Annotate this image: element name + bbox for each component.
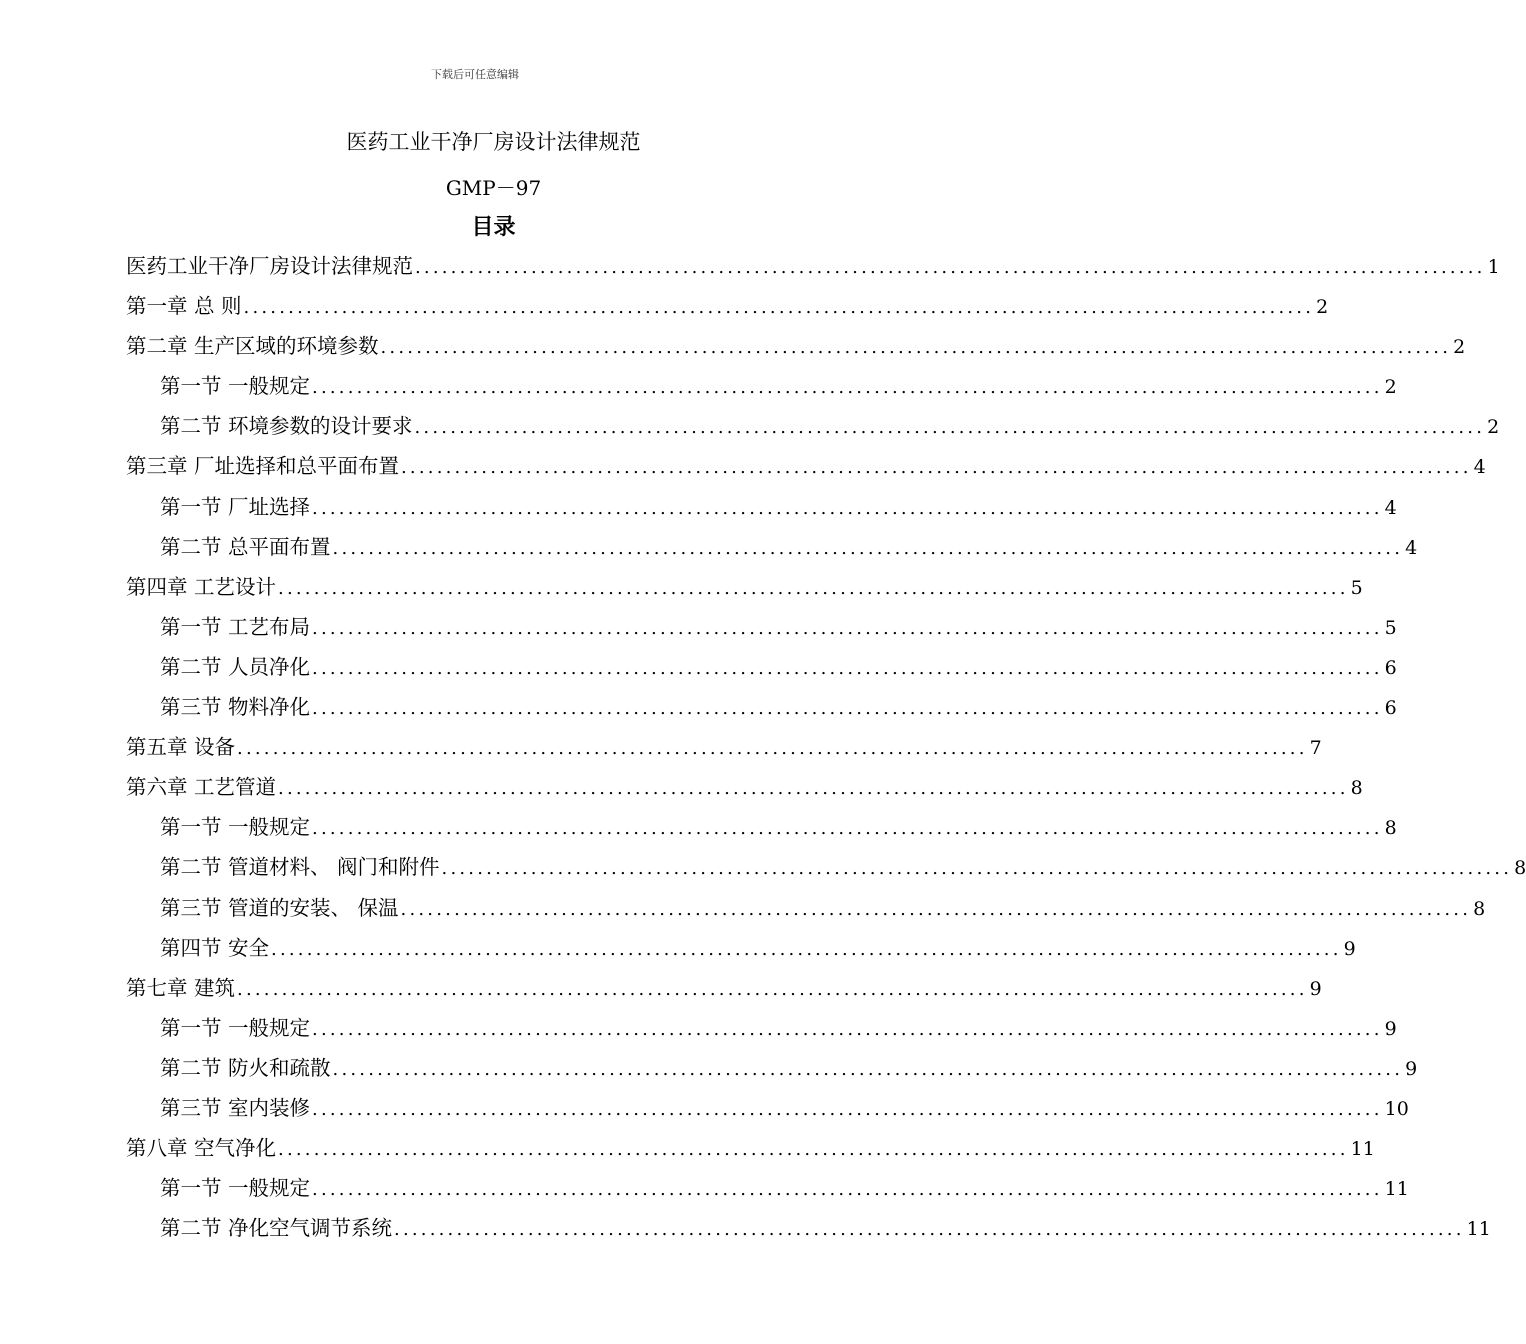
toc-entry-label: 第三节 管道的安装、 保温 xyxy=(160,895,399,920)
toc-entry-label: 第三节 物料净化 xyxy=(160,695,311,720)
toc-entry-page: 5 xyxy=(1350,576,1363,599)
toc-dot-leader: ........................................................................................................................ xyxy=(237,978,1308,1000)
toc-dot-leader: ........................................................................................................................ xyxy=(332,1058,1404,1080)
page-header-note: 下载后可任意编辑 xyxy=(431,68,519,81)
toc-entry[interactable] xyxy=(126,446,1486,486)
toc-entry-label: 第一节 一般规定 xyxy=(160,1015,311,1040)
toc-heading: 目录 xyxy=(471,215,516,240)
toc-entry[interactable] xyxy=(126,326,1466,366)
toc-dot-leader: ........................................................................................................................ xyxy=(312,1179,1383,1201)
toc-entry-page: 7 xyxy=(1309,737,1322,760)
toc-dot-leader: ........................................................................................................................ xyxy=(312,617,1383,639)
toc-entry[interactable] xyxy=(126,567,1363,607)
toc-entry-label: 第七章 建筑 xyxy=(126,975,236,1000)
toc-entry-page: 8 xyxy=(1473,897,1486,920)
toc-dot-leader: ........................................................................................................................ xyxy=(380,337,1452,359)
toc-dot-leader: ........................................................................................................................ xyxy=(332,537,1404,559)
document-title: 医药工业干净厂房设计法律规范 xyxy=(346,130,641,154)
toc-dot-leader: ........................................................................................................................ xyxy=(401,457,1472,479)
toc-entry[interactable] xyxy=(126,1208,1491,1248)
toc-dot-leader: ........................................................................................................................ xyxy=(312,497,1383,519)
toc-entry-page: 8 xyxy=(1384,817,1397,840)
toc-entry-label: 第一节 一般规定 xyxy=(160,1176,311,1201)
toc-entry-page: 8 xyxy=(1514,857,1526,880)
toc-dot-leader: ........................................................................................................................ xyxy=(278,1139,1349,1161)
toc-dot-leader: ........................................................................................................................ xyxy=(415,257,1486,278)
toc-dot-leader: ........................................................................................................................ xyxy=(237,738,1308,760)
toc-entry[interactable] xyxy=(126,647,1397,687)
toc-entry[interactable] xyxy=(126,1088,1409,1128)
toc-entry[interactable] xyxy=(126,727,1322,767)
toc-entry-page: 9 xyxy=(1384,1017,1397,1040)
toc-dot-leader: ........................................................................................................................ xyxy=(414,417,1486,439)
toc-entry[interactable] xyxy=(126,1168,1409,1208)
toc-entry-label: 第三节 室内装修 xyxy=(160,1095,311,1120)
toc-entry-page: 5 xyxy=(1384,616,1397,639)
toc-dot-leader: ........................................................................................................................ xyxy=(278,778,1349,800)
toc-dot-leader: ........................................................................................................................ xyxy=(400,898,1472,920)
toc-entry[interactable] xyxy=(126,1128,1375,1168)
toc-entry[interactable] xyxy=(126,807,1397,847)
toc-entry[interactable] xyxy=(126,968,1322,1008)
toc-entry[interactable] xyxy=(126,1008,1397,1048)
toc-entry-page: 6 xyxy=(1384,697,1397,720)
toc-entry-label: 第二节 环境参数的设计要求 xyxy=(160,414,413,439)
toc-entry-label: 第一节 工艺布局 xyxy=(160,614,311,639)
toc-entry-page: 11 xyxy=(1466,1218,1491,1241)
toc-entry-label: 第二节 总平面布置 xyxy=(160,534,331,559)
toc-dot-leader: ........................................................................................................................ xyxy=(271,938,1342,960)
toc-dot-leader: ........................................................................................................................ xyxy=(312,1098,1383,1120)
toc-entry-label: 第一节 一般规定 xyxy=(160,374,311,399)
toc-entry-page: 4 xyxy=(1405,536,1418,559)
toc-dot-leader: ........................................................................................................................ xyxy=(312,818,1383,840)
toc-entry-label: 第一节 一般规定 xyxy=(160,815,311,840)
toc-entry-label: 第二节 防火和疏散 xyxy=(160,1055,331,1080)
toc-entry[interactable] xyxy=(126,607,1397,647)
toc-dot-leader: ........................................................................................................................ xyxy=(312,1018,1383,1040)
toc-entry-label: 第四章 工艺设计 xyxy=(126,574,277,599)
toc-entry-label: 第四节 安全 xyxy=(160,935,270,960)
toc-entry-page: 9 xyxy=(1309,977,1322,1000)
toc-entry-page: 6 xyxy=(1384,656,1397,679)
toc-entry-page: 1 xyxy=(1487,256,1500,278)
toc-entry-page: 8 xyxy=(1350,777,1363,800)
toc-entry-page: 9 xyxy=(1405,1057,1418,1080)
toc-entry-label: 医药工业干净厂房设计法律规范 xyxy=(126,254,413,278)
toc-entry[interactable] xyxy=(126,286,1329,326)
toc-entry-page: 4 xyxy=(1473,456,1486,479)
toc-entry[interactable] xyxy=(126,366,1397,406)
toc-entry-page: 11 xyxy=(1350,1138,1375,1161)
toc-entry-label: 第一章 总 则 xyxy=(126,294,242,319)
toc-entry-label: 第二节 净化空气调节系统 xyxy=(160,1216,393,1241)
toc-entry[interactable] xyxy=(126,246,1500,286)
toc-entry-page: 9 xyxy=(1343,937,1356,960)
toc-entry-label: 第五章 设备 xyxy=(126,735,236,760)
toc-dot-leader: ........................................................................................................................ xyxy=(243,297,1315,319)
toc-entry-label: 第二节 管道材料、 阀门和附件 xyxy=(160,855,440,880)
toc-entry-label: 第二节 人员净化 xyxy=(160,654,311,679)
toc-entry-page: 2 xyxy=(1384,376,1397,399)
table-of-contents xyxy=(126,246,1526,1248)
toc-entry[interactable] xyxy=(126,928,1356,968)
toc-entry-label: 第二章 生产区域的环境参数 xyxy=(126,334,379,359)
toc-entry-page: 2 xyxy=(1316,296,1329,319)
toc-dot-leader: ........................................................................................................................ xyxy=(312,657,1383,679)
document-code: GMP－97 xyxy=(445,176,542,200)
toc-entry[interactable] xyxy=(126,888,1486,928)
toc-entry[interactable] xyxy=(126,527,1418,567)
toc-entry-page: 2 xyxy=(1487,416,1500,439)
toc-dot-leader: ........................................................................................................................ xyxy=(312,377,1383,399)
toc-dot-leader: ........................................................................................................................ xyxy=(278,577,1349,599)
toc-entry[interactable] xyxy=(126,1048,1418,1088)
toc-entry-page: 10 xyxy=(1384,1097,1409,1120)
toc-entry-page: 4 xyxy=(1384,496,1397,519)
toc-entry-page: 11 xyxy=(1384,1178,1409,1201)
toc-entry[interactable] xyxy=(126,487,1397,527)
toc-entry[interactable] xyxy=(126,847,1526,887)
toc-dot-leader: ........................................................................................................................ xyxy=(394,1219,1465,1241)
toc-entry-label: 第一节 厂址选择 xyxy=(160,494,311,519)
toc-dot-leader: ........................................................................................................................ xyxy=(312,698,1383,720)
toc-entry-label: 第六章 工艺管道 xyxy=(126,775,277,800)
toc-entry[interactable] xyxy=(126,767,1363,807)
toc-entry-label: 第三章 厂址选择和总平面布置 xyxy=(126,454,400,479)
toc-entry-label: 第八章 空气净化 xyxy=(126,1136,277,1161)
toc-dot-leader: ........................................................................................................................ xyxy=(441,858,1513,880)
toc-entry-page: 2 xyxy=(1453,336,1466,359)
toc-entry[interactable] xyxy=(126,687,1397,727)
toc-entry[interactable] xyxy=(126,406,1500,446)
